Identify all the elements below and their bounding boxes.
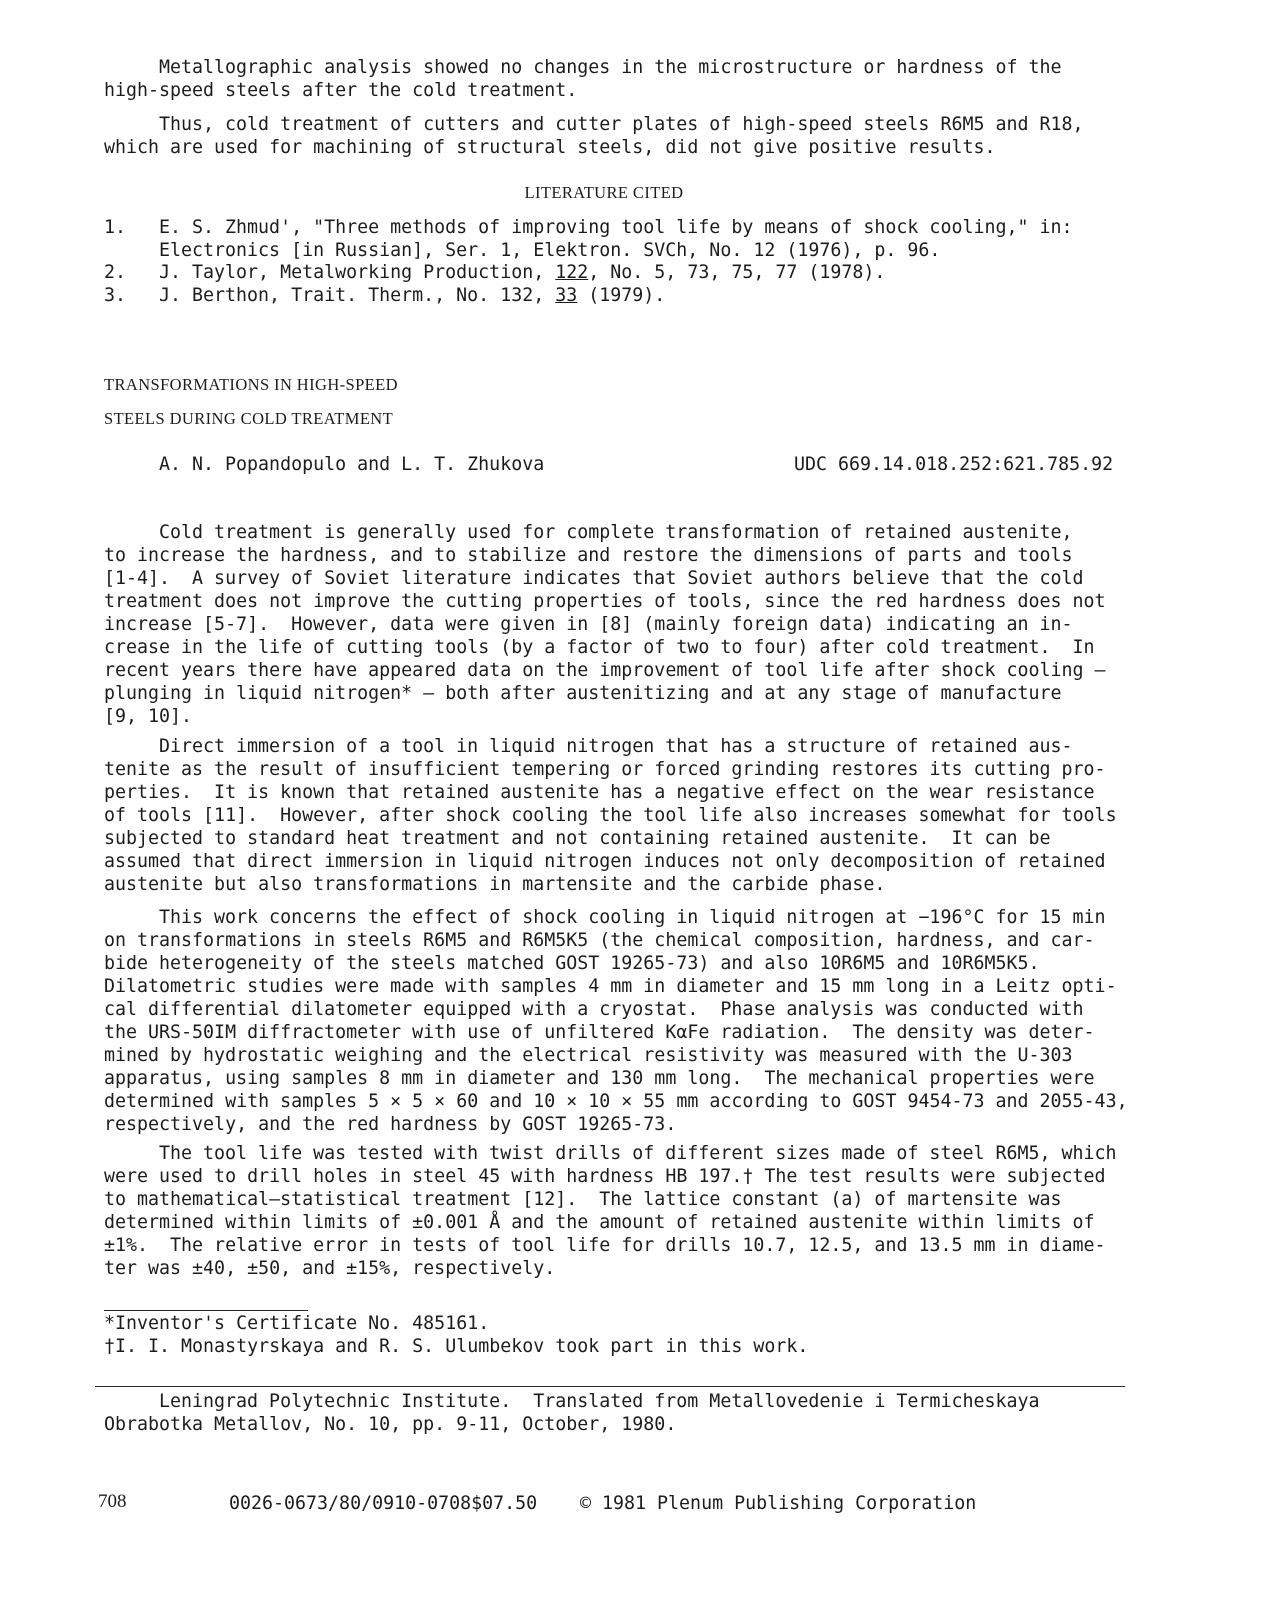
text-line: which are used for machining of structural steels, did not give positive results.: [104, 137, 996, 158]
reference-number: 3.: [104, 285, 127, 306]
text-line: Metallographic analysis showed no changes in the microstructure or hardness of the: [159, 57, 1062, 78]
footnote-separator: [104, 1310, 308, 1311]
publication-code: 0026-0673/80/0910-0708$07.50: [229, 1493, 538, 1514]
affiliation: Leningrad Polytechnic Institute. Translated from Metallovedenie i Termicheskaya Obrabotka Metallov, No. 10, pp. 9-11, October, 1980.: [104, 1391, 1040, 1435]
reference-number: 1.: [104, 217, 127, 238]
article-title: TRANSFORMATIONS IN HIGH-SPEED: [104, 375, 398, 394]
intro-paragraph-1: [104, 56, 1174, 102]
text-line: high-speed steels after the cold treatment.: [104, 80, 578, 101]
affiliation-rule: [95, 1386, 1125, 1387]
footnote: †I. I. Monastyrskaya and R. S. Ulumbekov took part in this work.: [104, 1336, 809, 1357]
body-paragraph-3: This work concerns the effect of shock cooling in liquid nitrogen at −196°C for 15 min on transformations in steels R6M5 and R6M5K5 (the chemical composition, hardness, and car- bide heterogeneity of the steels matched GOST 19265-73) and also 10R6M5 and 10R6M5K5. Dilatometric studies were made with samples 4 mm in diameter and 15 mm long in a Leitz opti- cal differential dilatometer equipped with a cryostat. Phase analysis was conducted with the URS-50IM diffractometer with use of unfiltered KαFe radiation. The density was deter- mined by hydrostatic weighing and the electrical resistivity was measured with the U-303 apparatus, using samples 8 mm in diameter and 130 mm long. The mechanical properties were determined with samples 5 × 5 × 60 and 10 × 10 × 55 mm according to GOST 9454-73 and 2055-43, respectively, and the red hardness by GOST 19265-73.: [104, 907, 1128, 1135]
body-paragraph-1: Cold treatment is generally used for complete transformation of retained austenite, to increase the hardness, and to stabilize and restore the dimensions of parts and tools [1-4]. A survey of Soviet literature indicates that Soviet authors believe that the cold treatment does not improve the cutting properties of tools, since the red hardness does not increase [5-7]. However, data were given in [8] (mainly foreign data) indicating an in- crease in the life of cutting tools (by a factor of two to four) after cold treatment. In recent years there have appeared data on the improvement of tool life after shock cooling — plunging in liquid nitrogen* — both after austenitizing and at any stage of manufacture [9, 10].: [104, 522, 1106, 727]
footnote: *Inventor's Certificate No. 485161.: [104, 1313, 490, 1334]
page-number: 708: [98, 1491, 127, 1512]
reference-number: 2.: [104, 262, 127, 283]
body-paragraph-2: Direct immersion of a tool in liquid nitrogen that has a structure of retained aus- tenite as the result of insufficient tempering or forced grinding restores its cutting pro- perties. It is known that retained austenite has a negative effect on the wear resistance of tools [11]. However, after shock cooling the tool life also increases somewhat for tools subjected to standard heat treatment and not containing retained austenite. It can be assumed that direct immersion in liquid nitrogen induces not only decomposition of retained austenite but also transformations in martensite and the carbide phase.: [104, 736, 1117, 895]
article-title-line-2: STEELS DURING COLD TREATMENT: [104, 409, 394, 428]
reference-text: E. S. Zhmud', "Three methods of improving tool life by means of shock cooling," in: Electronics [in Russian], Ser. 1, Elektron. SVCh, No. 12 (1976), p. 96.: [159, 217, 1073, 261]
literature-heading: LITERATURE CITED: [524, 183, 684, 202]
reference-text: J. Taylor, Metalworking Production, 122, No. 5, 73, 75, 77 (1978).: [159, 262, 886, 283]
reference-text: J. Berthon, Trait. Therm., No. 132, 33 (1979).: [159, 285, 666, 306]
copyright: © 1981 Plenum Publishing Corporation: [580, 1493, 977, 1514]
article-authors: A. N. Popandopulo and L. T. Zhukova: [159, 454, 545, 475]
text-line: Thus, cold treatment of cutters and cutter plates of high-speed steels R6M5 and R18,: [159, 114, 1084, 135]
body-paragraph-4: The tool life was tested with twist drills of different sizes made of steel R6M5, which were used to drill holes in steel 45 with hardness HB 197.† The test results were subjected to mathematical—statistical treatment [12]. The lattice constant (a) of martensite was determined within limits of ±0.001 Å and the amount of retained austenite within limits of ±1%. The relative error in tests of tool life for drills 10.7, 12.5, and 13.5 mm in diame- ter was ±40, ±50, and ±15%, respectively.: [104, 1143, 1117, 1279]
footnotes: [104, 1312, 1174, 1358]
intro-paragraph-2: [104, 113, 1174, 159]
udc-code: UDC 669.14.018.252:621.785.92: [794, 454, 1114, 475]
